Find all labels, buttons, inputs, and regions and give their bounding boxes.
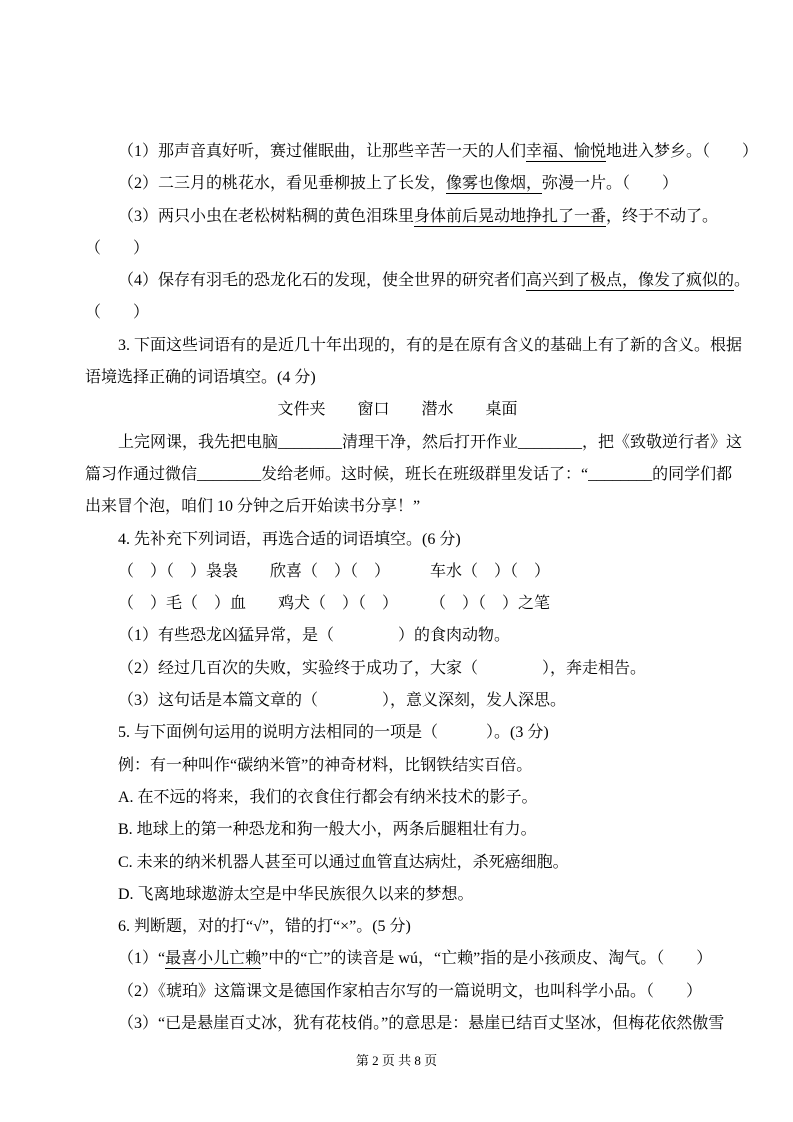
q3-passage-line-3 xyxy=(85,491,710,523)
q5-example xyxy=(85,750,710,782)
q3-stem-line-2 xyxy=(85,362,710,394)
line-text: 地进入梦乡。（ ） xyxy=(606,143,759,160)
q4-stem xyxy=(85,524,710,556)
q3-word-bank xyxy=(85,394,710,426)
q5-option-c xyxy=(85,847,710,879)
line-text: （1）“ xyxy=(118,950,166,968)
line-text: 语境选择正确的词语填空。(4 分) xyxy=(85,369,316,387)
q5-option-a xyxy=(85,782,710,814)
q6-item-3 xyxy=(85,1008,725,1040)
line-text: 弥漫一片。（ ） xyxy=(542,175,679,193)
q3-passage-line-2 xyxy=(85,459,733,491)
q3-stem-line-1 xyxy=(85,330,743,362)
line-text: （ ） xyxy=(85,239,150,257)
line-text: A. 在不远的将来，我们的衣食住行都会有纳米技术的影子。 xyxy=(118,788,538,806)
line-text: 。 xyxy=(734,272,751,290)
line-text: 4. 先补充下列词语，再选合适的词语填空。(6 分) xyxy=(118,530,461,548)
q4-words-row-2 xyxy=(85,588,710,620)
line-text: 例：有一种叫作“碳纳米管”的神奇材料，比钢铁结实百倍。 xyxy=(118,756,533,774)
line-text: （3）两只小虫在老松树粘稠的黄色泪珠里 xyxy=(118,207,415,225)
q6-item-1 xyxy=(85,943,713,975)
q2-item-4-answer-blank xyxy=(85,297,710,329)
exam-content xyxy=(85,136,759,1040)
line-text: 6. 判断题，对的打“√”，错的打“×”。(5 分) xyxy=(118,918,411,936)
line-text: ，终于不动了。 xyxy=(606,207,719,225)
q6-item-2 xyxy=(85,976,710,1008)
line-text: （2）二三月的桃花水，看见垂柳披上了长发， xyxy=(118,175,447,193)
line-text: （ ）（ ）袅袅 欣喜（ ）（ ） 车水（ ）（ ） xyxy=(118,562,551,580)
line-text: （ ）毛（ ）血 鸡犬（ ）（ ） （ ）（ ）之笔 xyxy=(118,595,551,613)
line-text: 上完网课，我先把电脑________清理干净，然后打开作业________，把《致敬逆行者》这 xyxy=(118,433,743,451)
line-text: C. 未来的纳米机器人甚至可以通过血管直达病灶，杀死癌细胞。 xyxy=(118,853,569,871)
underlined-phrase: 身体前后晃动地挣扎了一番 xyxy=(414,207,607,225)
line-text: 篇习作通过微信________发给老师。这时候，班长在班级群里发话了：“________的同学们都 xyxy=(85,465,733,483)
q4-item-3 xyxy=(85,685,710,717)
line-text: （1）有些恐龙凶猛异常，是（ ）的食肉动物。 xyxy=(118,627,511,645)
line-text: （3）“已是悬崖百丈冰，犹有花枝俏。”的意思是：悬崖已结百丈坚冰，但梅花依然傲雪 xyxy=(118,1015,725,1033)
q2-item-1 xyxy=(85,136,759,168)
q2-item-2 xyxy=(85,168,710,200)
page-number: 第 2 页 共 8 页 xyxy=(355,1053,438,1068)
line-text: ”中的“亡”的读音是 wú，“亡赖”指的是小孩顽皮、淘气。（ ） xyxy=(261,950,713,968)
line-text: （2）经过几百次的失败，实验终于成功了，大家（ ），奔走相告。 xyxy=(118,659,647,677)
line-text: B. 地球上的第一种恐龙和狗一般大小，两条后腿粗壮有力。 xyxy=(118,821,537,839)
line-text: 出来冒个泡，咱们 10 分钟之后开始读书分享！” xyxy=(85,498,421,516)
line-text: （1）那声音真好听，赛过催眠曲，让那些辛苦一天的人们 xyxy=(118,143,527,160)
q5-option-d xyxy=(85,879,710,911)
line-text: 5. 与下面例句运用的说明方法相同的一项是（ ）。(3 分) xyxy=(118,724,549,742)
q5-stem xyxy=(85,717,710,749)
q5-option-b xyxy=(85,814,710,846)
line-text: 文件夹 窗口 潜水 桌面 xyxy=(277,401,518,419)
line-text: （ ） xyxy=(85,304,150,322)
line-text: （2）《琥珀》这篇课文是德国作家柏吉尔写的一篇说明文，也叫科学小品。（ ） xyxy=(118,982,703,1000)
underlined-phrase: 幸福、愉悦 xyxy=(526,143,607,160)
q3-passage-line-1 xyxy=(85,427,743,459)
underlined-phrase: 最喜小儿亡赖 xyxy=(165,950,262,968)
q6-stem xyxy=(85,911,710,943)
underlined-phrase: 像雾也像烟， xyxy=(446,175,543,193)
line-text: （4）保存有羽毛的恐龙化石的发现，使全世界的研究者们 xyxy=(118,272,527,290)
q2-item-4 xyxy=(85,265,751,297)
line-text: （3）这句话是本篇文章的（ ），意义深刻，发人深思。 xyxy=(118,692,567,710)
underlined-phrase: 高兴到了极点，像发了疯似的 xyxy=(526,272,735,290)
q2-item-3 xyxy=(85,201,719,233)
q2-item-3-answer-blank xyxy=(85,233,710,265)
line-text: D. 飞离地球遨游太空是中华民族很久以来的梦想。 xyxy=(118,885,474,903)
q4-item-2 xyxy=(85,653,710,685)
q4-words-row-1 xyxy=(85,556,710,588)
q4-item-1 xyxy=(85,620,710,652)
line-text: 3. 下面这些词语有的是近几十年出现的，有的是在原有含义的基础上有了新的含义。根据 xyxy=(118,336,743,354)
